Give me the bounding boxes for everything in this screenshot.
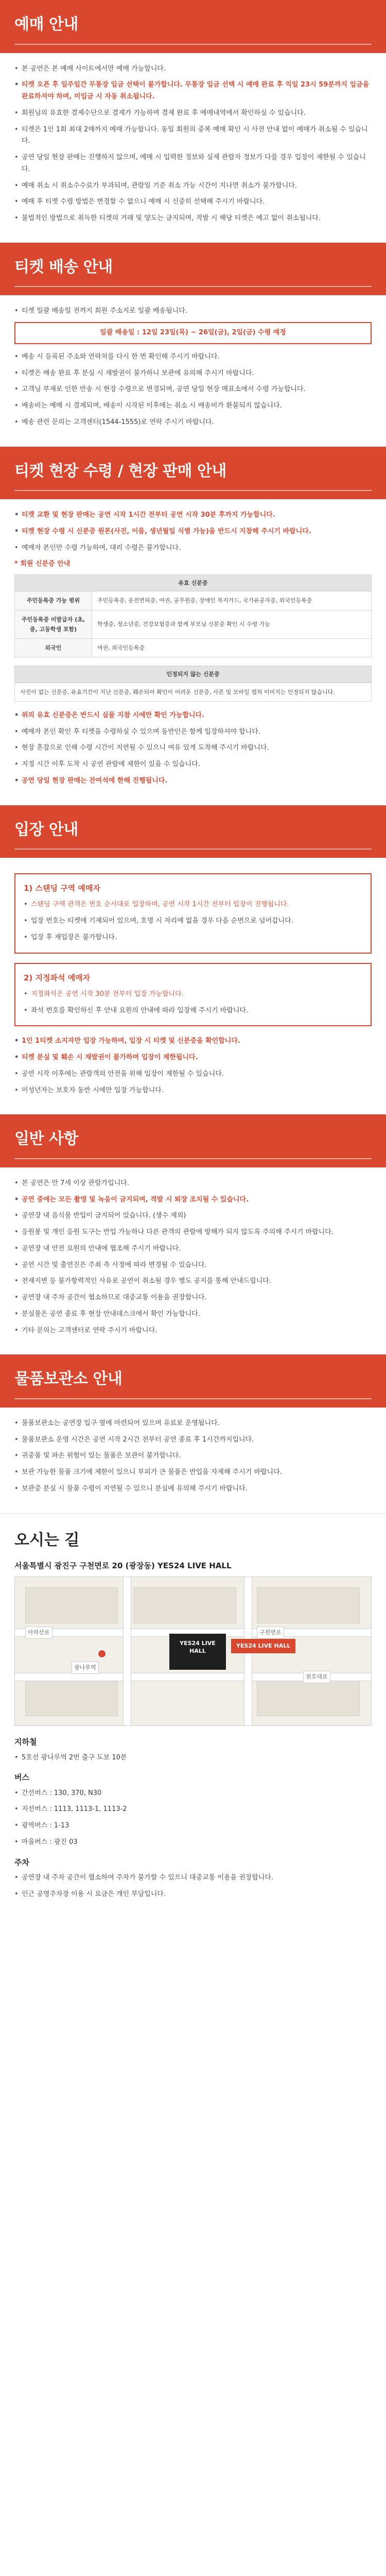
entry-title: 입장 안내	[14, 820, 78, 839]
general-header	[0, 1114, 386, 1167]
list-item: • 본 공연은 만 7세 이상 관람가입니다.	[14, 1178, 372, 1190]
id-table-caption: * 회원 신분증 안내	[14, 560, 71, 568]
subway-pin-icon	[97, 1649, 107, 1658]
list-item: • 응원봉 및 개인 응원 도구는 반입 가능하나 다른 관객의 관람에 방해가 되지 않도록 주의해 주시기 바랍니다.	[14, 1227, 372, 1239]
venue-tag: YES24 LIVE HALL	[231, 1639, 295, 1653]
list-item: • 좌석 번호를 확인하신 후 안내 요원의 안내에 따라 입장해 주시기 바랍니다.	[24, 1005, 362, 1017]
list-item: • 고객님 부재로 인한 반송 시 현장 수령으로 변경되며, 공연 당일 현장 매표소에서 수령 가능합니다.	[14, 384, 372, 396]
list-item: • 지정좌석은 공연 시작 30분 전부터 입장 가능합니다.	[24, 989, 362, 1001]
header-divider	[14, 286, 372, 287]
standing-box	[14, 873, 372, 954]
map-block	[25, 1587, 118, 1623]
table-row	[15, 591, 372, 610]
notice-title: 예매 안내	[14, 15, 78, 33]
list-item: • 입장 번호는 티켓에 기재되어 있으며, 호명 시 자리에 없을 경우 다음 순번으로 넘어갑니다.	[24, 916, 362, 927]
general-section	[0, 1114, 386, 1354]
list-item: • 보관 가능한 물품 크기에 제한이 있으니 부피가 큰 물품은 반입을 자제해 주시기 바랍니다.	[14, 1467, 372, 1479]
list-item: • 배송비는 예매 시 결제되며, 배송이 시작된 이후에는 취소 시 배송비가 환불되지 않습니다.	[14, 400, 372, 412]
delivery-header	[0, 243, 386, 296]
directions-title: 오시는 길	[14, 1531, 80, 1549]
pickup-list	[14, 510, 372, 554]
list-item: • 공연장 내 안전 요원의 안내에 협조해 주시기 바랍니다.	[14, 1243, 372, 1255]
list-item: • 천재지변 등 불가항력적인 사유로 공연이 취소될 경우 별도 공지를 통해 안내드립니다.	[14, 1276, 372, 1287]
list-item: • 예매 후 티켓 수령 방법은 변경할 수 없으니 예매 시 신중히 선택해 주시기 바랍니다.	[14, 196, 372, 208]
directions-section	[0, 1513, 386, 1921]
map-block	[257, 1587, 360, 1623]
header-divider	[14, 1398, 372, 1399]
venue-building	[169, 1634, 226, 1670]
list-item: • 현장 혼잡으로 인해 수령 시간이 지연될 수 있으니 여유 있게 도착해 주시기 바랍니다.	[14, 742, 372, 754]
map-label-road: 천호대로	[303, 1671, 330, 1683]
general-list	[14, 1178, 372, 1337]
list-item: • 공연 시간 및 출연진은 주최 측 사정에 따라 변경될 수 있습니다.	[14, 1260, 372, 1272]
list-item: • 배송 관련 문의는 고객센터(1544-1555)로 연락 주시기 바랍니다.	[14, 417, 372, 429]
table-header: 유효 신분증	[15, 575, 372, 591]
list-item: • 분실물은 공연 종료 후 현장 안내데스크에서 확인 가능합니다.	[14, 1309, 372, 1320]
list-item: • 공연 시작 이후에는 관람객의 안전을 위해 입장이 제한될 수 있습니다.	[14, 1069, 372, 1080]
invalid-id-table	[14, 666, 372, 702]
list-item: • 인근 공영주차장 이용 시 요금은 개인 부담입니다.	[14, 1889, 372, 1901]
entry-header	[0, 805, 386, 858]
delivery-list	[14, 351, 372, 429]
standing-box-title: 1) 스탠딩 구역 예매자	[24, 884, 100, 893]
notice-list	[14, 63, 372, 225]
list-item: • 위의 유효 신분증은 반드시 실물 지참 시에만 확인 가능합니다.	[14, 710, 372, 722]
map-block	[133, 1587, 236, 1623]
bus-heading: 버스	[14, 1773, 29, 1783]
delivery-title: 티켓 배송 안내	[14, 258, 113, 276]
entry-section	[0, 805, 386, 1115]
map-label-road: 아차산로	[25, 1626, 52, 1638]
venue-map[interactable]	[14, 1577, 372, 1726]
list-item: • 예매자 본인 확인 후 티켓을 수령하실 수 있으며 동반인은 함께 입장하셔야 합니다.	[14, 726, 372, 738]
storage-header	[0, 1354, 386, 1408]
list-item: • 공연장 내 주차 공간이 협소하므로 대중교통 이용을 권장합니다.	[14, 1292, 372, 1304]
header-divider	[14, 849, 372, 850]
storage-section	[0, 1354, 386, 1513]
map-label-station: 광나루역	[72, 1662, 99, 1673]
list-item: • 공연장 내 주차 공간이 협소하여 주차가 불가할 수 있으니 대중교통 이용을 권장합니다.	[14, 1872, 372, 1884]
pickup-section	[0, 447, 386, 805]
header-divider	[14, 1158, 372, 1159]
list-item: • 보관증 분실 시 물품 수령이 지연될 수 있으니 분실에 유의해 주시기 바랍니다.	[14, 1483, 372, 1495]
list-item: • 예매자 본인만 수령 가능하며, 대리 수령은 불가합니다.	[14, 543, 372, 554]
table-cell: 여권, 외국인등록증	[92, 639, 372, 657]
list-item: • 티켓은 배송 완료 후 분실 시 재발권이 불가하니 보관에 유의해 주시기 바랍니다.	[14, 368, 372, 380]
seated-box-title: 2) 지정좌석 예매자	[24, 973, 91, 982]
map-block	[25, 1680, 118, 1716]
list-item: • 간선버스 : 130, 370, N30	[14, 1788, 372, 1800]
table-cell: 외국인	[15, 639, 92, 657]
list-item: • 본 공연은 본 예매 사이트에서만 예매 가능합니다.	[14, 63, 372, 75]
list-item: • 5호선 광나루역 2번 출구 도보 10분	[14, 1752, 372, 1764]
parking-list	[14, 1872, 372, 1901]
valid-id-table	[14, 574, 372, 657]
map-label-road: 구천면로	[257, 1626, 284, 1638]
table-cell: 사진이 없는 신분증, 유효기간이 지난 신분증, 훼손되어 확인이 어려운 신분증, 사본 및 모바일 캡처 이미지는 인정되지 않습니다.	[15, 683, 372, 701]
seated-box	[14, 963, 372, 1027]
delivery-intro-list	[14, 306, 372, 317]
list-item: • 공연 당일 현장 판매는 진행하지 않으며, 예매 시 입력한 정보와 실제 관람자 정보가 다를 경우 입장이 제한될 수 있습니다.	[14, 152, 372, 176]
list-item: • 티켓 일괄 배송일 전까지 회원 주소지로 일괄 배송됩니다.	[14, 306, 372, 317]
table-header: 인정되지 않는 신분증	[15, 666, 372, 683]
table-row	[15, 683, 372, 701]
delivery-section	[0, 243, 386, 447]
list-item: • 귀중품 및 파손 위험이 있는 물품은 보관이 불가합니다.	[14, 1450, 372, 1462]
pickup-title: 티켓 현장 수령 / 현장 판매 안내	[14, 462, 226, 480]
delivery-date-highlight: 일괄 배송일 : 12일 23일(목) ~ 26일(금), 2일(금) 수령 예정	[14, 322, 372, 344]
storage-list	[14, 1418, 372, 1495]
subway-list	[14, 1752, 372, 1764]
list-item: • 회원님의 유효한 결제수단으로 결제가 가능하며 결제 완료 후 예매내역에서 확인하실 수 있습니다.	[14, 108, 372, 120]
notice-section	[0, 0, 386, 243]
storage-title: 물품보관소 안내	[14, 1370, 122, 1388]
notice-header	[0, 0, 386, 53]
list-item: • 배송 시 등록된 주소와 연락처를 다시 한 번 확인해 주시기 바랍니다.	[14, 351, 372, 363]
entry-list	[14, 1036, 372, 1096]
list-item: • 티켓 오픈 후 일주일간 무통장 입금 선택이 불가합니다. 무통장 입금 선택 시 예매 완료 후 익일 23시 59분까지 입금을 완료하셔야 하며, 미입금 시 자동 취소됩니다.	[14, 79, 372, 103]
table-cell: 주민등록증 가능 범위	[15, 591, 92, 610]
list-item: • 광역버스 : 1-13	[14, 1820, 372, 1832]
subway-heading: 지하철	[14, 1737, 37, 1747]
parking-heading: 주차	[14, 1857, 29, 1867]
list-item: • 티켓 교환 및 현장 판매는 공연 시작 1시간 전부터 공연 시작 30분 후까지 가능합니다.	[14, 510, 372, 521]
list-item: • 지정 시간 이후 도착 시 공연 관람에 제한이 있을 수 있습니다.	[14, 759, 372, 771]
list-item: • 물품보관소 운영 시간은 공연 시작 2시간 전부터 공연 종료 후 1시간까지입니다.	[14, 1434, 372, 1446]
table-row	[15, 610, 372, 639]
list-item: • 스탠딩 구역 관객은 번호 순서대로 입장하며, 공연 시작 1시간 전부터 입장이 진행됩니다.	[24, 899, 362, 911]
list-item: • 예매 취소 시 취소수수료가 부과되며, 관람일 기준 취소 가능 시간이 지나면 취소가 불가합니다.	[14, 180, 372, 192]
table-cell: 학생증, 청소년증, 건강보험증과 함께 부모님 신분증 확인 시 수령 가능	[92, 610, 372, 639]
map-block	[257, 1680, 360, 1716]
list-item: • 티켓은 1인 1회 최대 2매까지 예매 가능합니다. 동일 회원의 중복 예매 확인 시 사전 안내 없이 예매가 취소될 수 있습니다.	[14, 124, 372, 148]
list-item: • 공연 중에는 모든 촬영 및 녹음이 금지되며, 적발 시 퇴장 조치될 수 있습니다.	[14, 1194, 372, 1206]
list-item: • 공연 당일 현장 판매는 잔여석에 한해 진행됩니다.	[14, 775, 372, 787]
list-item: • 기타 문의는 고객센터로 연락 주시기 바랍니다.	[14, 1325, 372, 1337]
list-item: • 입장 후 재입장은 불가합니다.	[24, 932, 362, 944]
pickup-header	[0, 447, 386, 500]
list-item: • 지선버스 : 1113, 1113-1, 1113-2	[14, 1804, 372, 1816]
pickup-list-2	[14, 710, 372, 787]
table-row	[15, 639, 372, 657]
list-item: • 미성년자는 보호자 동반 시에만 입장 가능합니다.	[14, 1085, 372, 1097]
seated-list	[24, 989, 362, 1017]
list-item: • 마을버스 : 광진 03	[14, 1837, 372, 1849]
list-item: • 공연장 내 음식물 반입이 금지되어 있습니다. (생수 제외)	[14, 1210, 372, 1222]
list-item: • 물품보관소는 공연장 입구 옆에 마련되어 있으며 유료로 운영됩니다.	[14, 1418, 372, 1430]
venue-address: 서울특별시 광진구 구천면로 20 (광장동) YES24 LIVE HALL	[14, 1561, 232, 1570]
list-item: • 1인 1티켓 소지자만 입장 가능하며, 입장 시 티켓 및 신분증을 확인합니다.	[14, 1036, 372, 1047]
table-cell: 주민등록증, 운전면허증, 여권, 공무원증, 장애인 복지카드, 국가유공자증, 외국인등록증	[92, 591, 372, 610]
bus-list	[14, 1788, 372, 1849]
list-item: • 티켓 현장 수령 시 신분증 원본(사진, 이름, 생년월일 식별 가능)을 반드시 지참해 주시기 바랍니다.	[14, 526, 372, 538]
general-title: 일반 사항	[14, 1130, 78, 1148]
list-item: • 불법적인 방법으로 취득한 티켓의 거래 및 양도는 금지되며, 적발 시 해당 티켓은 예고 없이 취소됩니다.	[14, 213, 372, 225]
list-item: • 티켓 분실 및 훼손 시 재발권이 불가하며 입장이 제한됩니다.	[14, 1052, 372, 1064]
standing-list	[24, 899, 362, 943]
header-divider	[14, 44, 372, 45]
venue-name: YES24 LIVE HALL	[180, 1640, 216, 1654]
table-cell: 주민등록증 미발급자 (초, 중, 고등학생 포함)	[15, 610, 92, 639]
header-divider	[14, 490, 372, 491]
map-road	[123, 1577, 131, 1726]
